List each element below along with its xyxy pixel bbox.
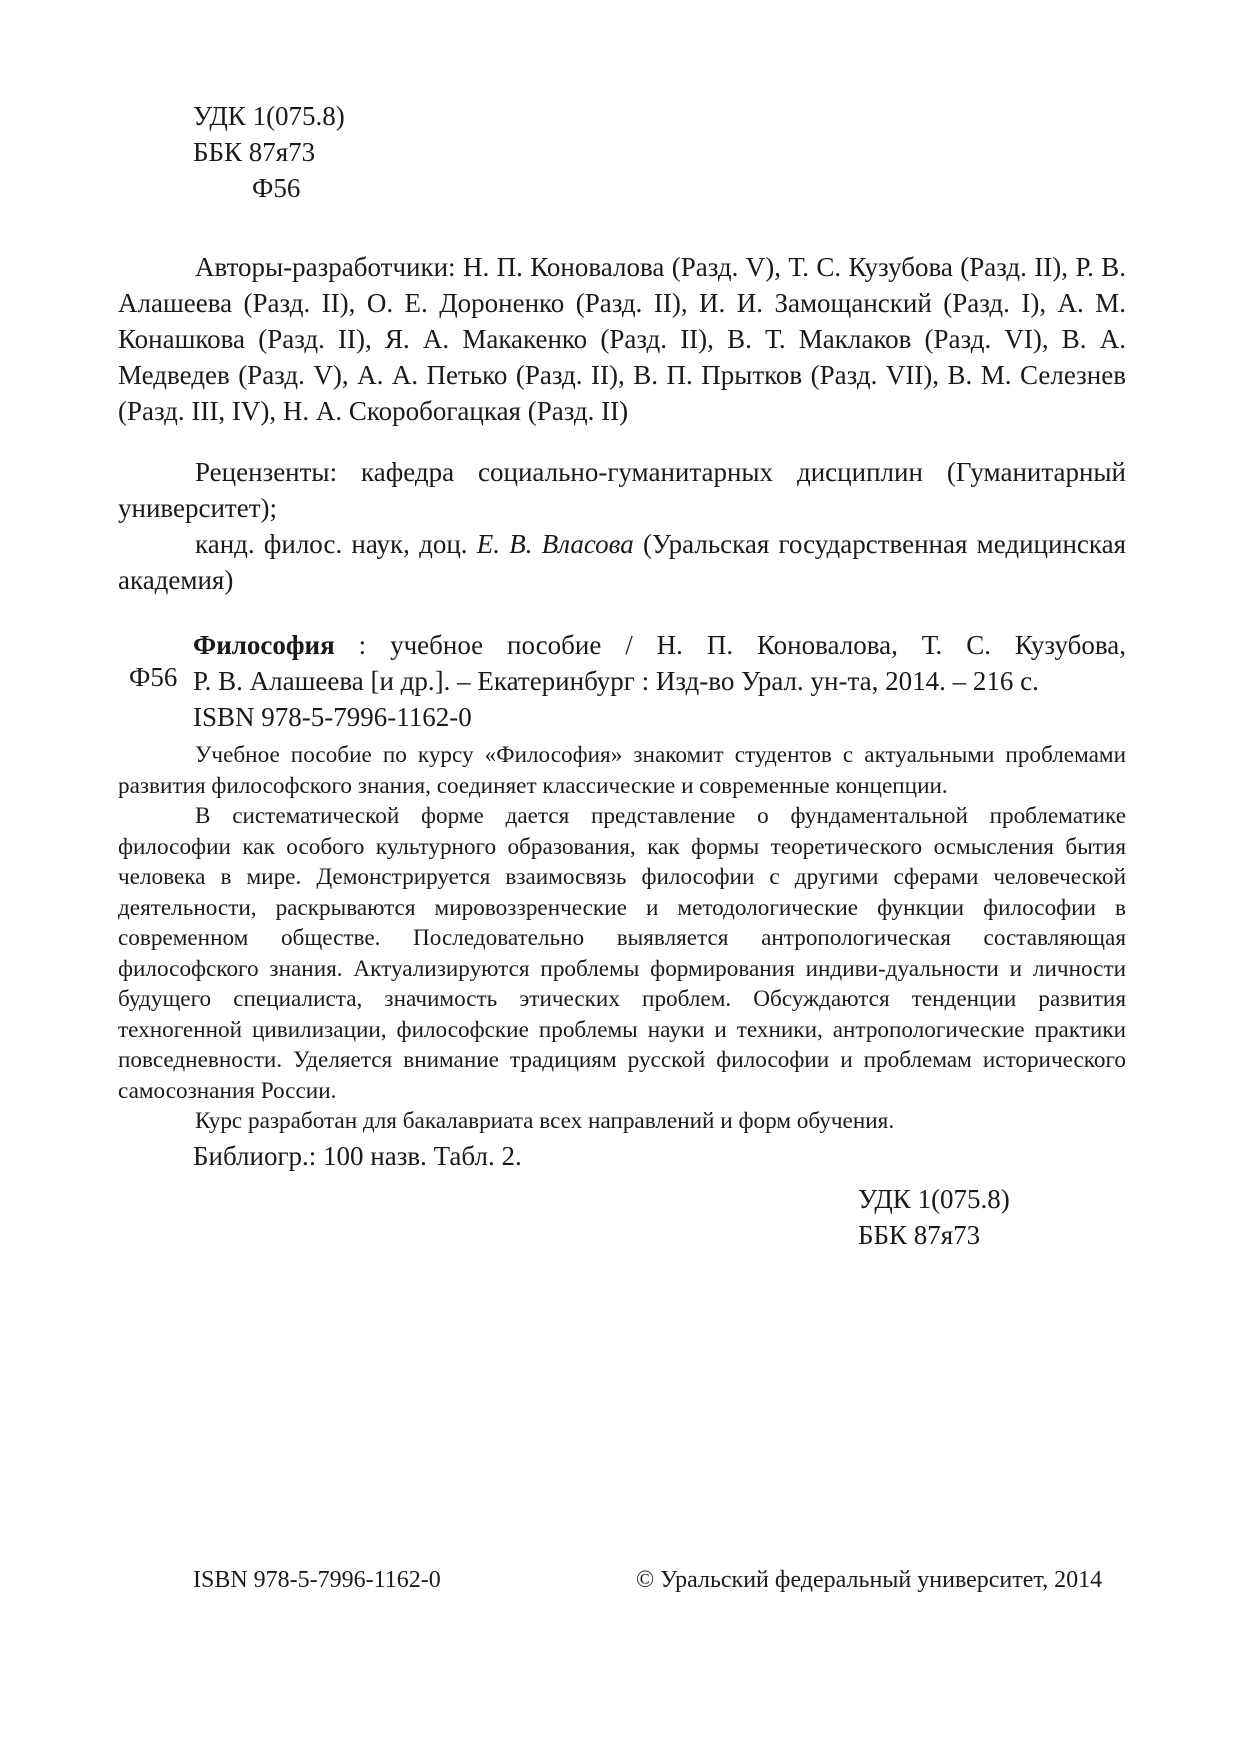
reviewers-paragraph: Рецензенты: кафедра социально-гуманитарных дисциплин (Гуманитарный университет); — [118, 457, 1126, 523]
bibliographic-title-line — [193, 627, 1126, 663]
book-title: Философия — [193, 630, 335, 660]
book-title-rest: : учебное пособие / Н. П. Коновалова, Т. С. Кузубова, — [334, 630, 1126, 660]
copyright-notice: © Уральский федеральный университет, 2014 — [636, 1567, 1103, 1593]
bibliographic-isbn: ISBN 978-5-7996-1162-0 — [193, 702, 472, 732]
reviewers-second-paragraph — [118, 526, 1126, 598]
annotation-paragraph-2: В систематической форме дается представление о фундаментальной проблематике философии как особого культурного образования, как формы теоретического осмысления бытия человека в мире. Демонстрируется взаимосвязь философии с другими сферами человеческой деятельности, раскрываются мировоззренческие и методологические функции философии в современном обществе. Последовательно выявляется антропологическая составляющая философского знания. Актуализируются проблемы формирования индиви-дуальности и личности будущего специалиста, значимость этических проблем. Обсуждаются тенденции развития техногенной цивилизации, философские проблемы науки и техники, антропологические практики повседневности. Уделяется внимание традициям русской философии и проблемам исторического самосознания России. — [118, 803, 1126, 1104]
annotation-paragraph-1: Учебное пособие по курсу «Философия» знакомит студентов с актуальными проблемами развития философского знания, соединяет классические и современные концепции. — [118, 742, 1126, 799]
annotation — [118, 740, 1126, 1137]
bibliographic-mark: Ф56 — [129, 662, 178, 692]
bbk-code: ББК 87я73 — [193, 137, 316, 167]
footer-isbn: ISBN 978-5-7996-1162-0 — [193, 1567, 441, 1593]
bibliography-note: Библиогр.: 100 назв. Табл. 2. — [193, 1141, 522, 1171]
reviewer-affiliation: (Уральская государственная медицинская академия) — [118, 529, 1126, 595]
bibliographic-record — [193, 627, 1126, 735]
reviewer-name: Е. В. Власова — [476, 529, 634, 559]
footer-bbk-code: ББК 87я73 — [858, 1220, 981, 1250]
reviewer-degree: канд. филос. наук, доц. — [195, 529, 477, 559]
udk-code: УДК 1(075.8) — [193, 101, 345, 131]
author-mark: Ф56 — [252, 173, 301, 203]
bibliographic-imprint: Р. В. Алашеева [и др.]. – Екатеринбург : Изд-во Урал. ун-та, 2014. – 216 с. — [193, 666, 1039, 696]
authors-paragraph: Авторы-разработчики: Н. П. Коновалова (Разд. V), Т. С. Кузубова (Разд. II), Р. В. Алашеева (Разд. II), О. Е. Дороненко (Разд. II), И. И. Замощанский (Разд. I), А. М. Конашкова (Разд. II), Я. А. Макакенко (Разд. II), В. Т. Маклаков (Разд. VI), В. А. Медведев (Разд. V), А. А. Петько (Разд. II), В. П. Прытков (Разд. VII), В. М. Селезнев (Разд. III, IV), Н. А. Скоробогацкая (Разд. II) — [118, 252, 1126, 426]
footer-udk-code: УДК 1(075.8) — [858, 1184, 1010, 1214]
annotation-paragraph-3: Курс разработан для бакалавриата всех направлений и форм обучения. — [195, 1108, 895, 1134]
